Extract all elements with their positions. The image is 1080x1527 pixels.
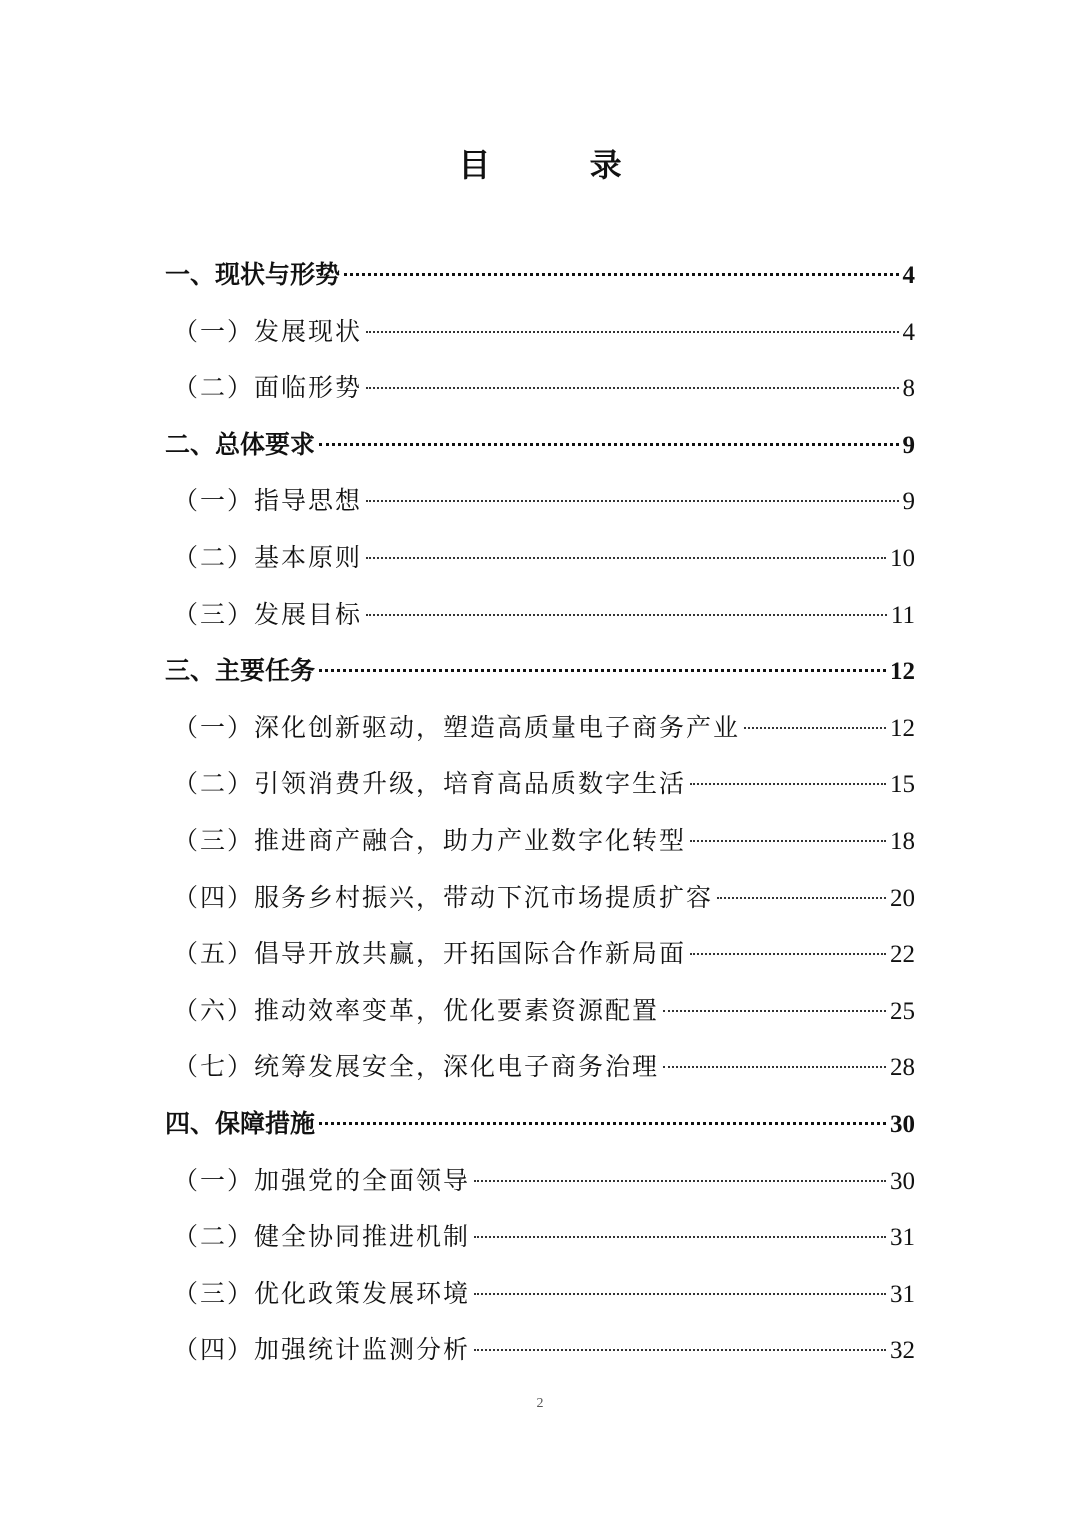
toc-entry[interactable] <box>165 1212 915 1269</box>
toc-entry-page: 9 <box>902 431 915 459</box>
toc-entry-title: 二、总体要求 <box>165 429 316 459</box>
toc-entry-title: （三）优化政策发展环境 <box>173 1278 471 1308</box>
toc-entry-page: 20 <box>890 884 915 912</box>
toc-entry[interactable] <box>165 816 915 873</box>
toc-leader-dots <box>366 500 898 502</box>
toc-leader-dots <box>663 1066 886 1068</box>
toc-leader-dots <box>474 1180 886 1182</box>
toc-entry[interactable] <box>165 420 915 477</box>
toc-leader-dots <box>663 1010 886 1012</box>
toc-entry-page: 31 <box>890 1224 915 1252</box>
toc-entry-page: 30 <box>890 1110 915 1138</box>
toc-entry-page: 4 <box>902 262 915 289</box>
toc-entry-page: 8 <box>902 375 915 403</box>
toc-entry-title: （二）基本原则 <box>173 542 363 572</box>
toc-entry[interactable] <box>165 590 915 647</box>
toc-entry[interactable] <box>165 873 915 930</box>
toc-entry[interactable] <box>165 1325 915 1382</box>
toc-leader-dots <box>319 669 886 672</box>
toc-leader-dots <box>474 1293 886 1295</box>
toc-entry-title: （六）推动效率变革，优化要素资源配置 <box>173 995 660 1025</box>
toc-entry-page: 28 <box>890 1054 915 1082</box>
toc-entry-page: 22 <box>890 941 915 969</box>
toc-entry-title: （一）加强党的全面领导 <box>173 1165 471 1195</box>
toc-entry-title: （一）深化创新驱动，塑造高质量电子商务产业 <box>173 712 741 742</box>
toc-entry[interactable] <box>165 759 915 816</box>
toc-entry[interactable] <box>165 307 915 364</box>
toc-entry-title: （五）倡导开放共赢，开拓国际合作新局面 <box>173 939 687 969</box>
toc-entry-title: （四）服务乡村振兴，带动下沉市场提质扩容 <box>173 882 714 912</box>
toc-entry-page: 9 <box>902 488 915 516</box>
toc-entry-page: 11 <box>890 601 915 629</box>
toc-entry-page: 25 <box>890 997 915 1025</box>
toc-leader-dots <box>344 273 898 276</box>
toc-entry[interactable] <box>165 929 915 986</box>
toc-entry-title: （七）统筹发展安全，深化电子商务治理 <box>173 1052 660 1082</box>
toc-entry-page: 32 <box>890 1337 915 1365</box>
toc-entry[interactable] <box>165 986 915 1043</box>
toc-entry-title: （一）指导思想 <box>173 486 363 516</box>
toc-entry-title: （一）发展现状 <box>173 316 363 346</box>
toc-entry[interactable] <box>165 533 915 590</box>
toc-leader-dots <box>690 783 886 785</box>
toc-entry[interactable] <box>165 1156 915 1213</box>
toc-leader-dots <box>319 1122 886 1125</box>
toc-leader-dots <box>366 557 886 559</box>
page-title: 目 录 <box>458 146 666 184</box>
toc-entry[interactable] <box>165 1042 915 1099</box>
toc-entry[interactable] <box>165 476 915 533</box>
toc-entry-title: （四）加强统计监测分析 <box>173 1335 471 1365</box>
toc-entry-title: （二）面临形势 <box>173 373 363 403</box>
toc-entry-title: （二）健全协同推进机制 <box>173 1222 471 1252</box>
toc-entry-page: 12 <box>890 714 915 742</box>
toc-entry[interactable] <box>165 703 915 760</box>
toc-entry[interactable] <box>165 250 915 307</box>
toc-entry-page: 30 <box>890 1167 915 1195</box>
toc-entry[interactable] <box>165 1269 915 1326</box>
toc-entry-page: 12 <box>890 658 915 686</box>
toc-leader-dots <box>474 1236 886 1238</box>
toc-leader-dots <box>744 727 886 729</box>
toc-leader-dots <box>319 443 898 446</box>
toc-entry-page: 31 <box>890 1280 915 1308</box>
toc-leader-dots <box>690 953 886 955</box>
toc-entry[interactable] <box>165 1099 915 1156</box>
toc-leader-dots <box>366 614 887 616</box>
toc-entry-title: （三）发展目标 <box>173 599 363 629</box>
toc-entry-title: （三）推进商产融合，助力产业数字化转型 <box>173 825 687 855</box>
toc-entry-title: 三、主要任务 <box>165 656 316 686</box>
toc-entry-page: 18 <box>890 827 915 855</box>
toc-leader-dots <box>690 840 886 842</box>
toc-entry-page: 15 <box>890 771 915 799</box>
toc-entry-title: （二）引领消费升级，培育高品质数字生活 <box>173 769 687 799</box>
toc-entry-title: 一、现状与形势 <box>165 260 341 289</box>
toc-leader-dots <box>366 331 898 333</box>
page-number: 2 <box>536 1396 544 1411</box>
toc-leader-dots <box>366 387 898 389</box>
toc-entry-title: 四、保障措施 <box>165 1108 316 1138</box>
toc-entry[interactable] <box>165 646 915 703</box>
toc-leader-dots <box>474 1349 886 1351</box>
toc-entry-page: 4 <box>902 318 915 346</box>
table-of-contents <box>165 250 915 1382</box>
toc-entry-page: 10 <box>890 544 915 572</box>
toc-entry[interactable] <box>165 363 915 420</box>
toc-leader-dots <box>717 897 886 899</box>
